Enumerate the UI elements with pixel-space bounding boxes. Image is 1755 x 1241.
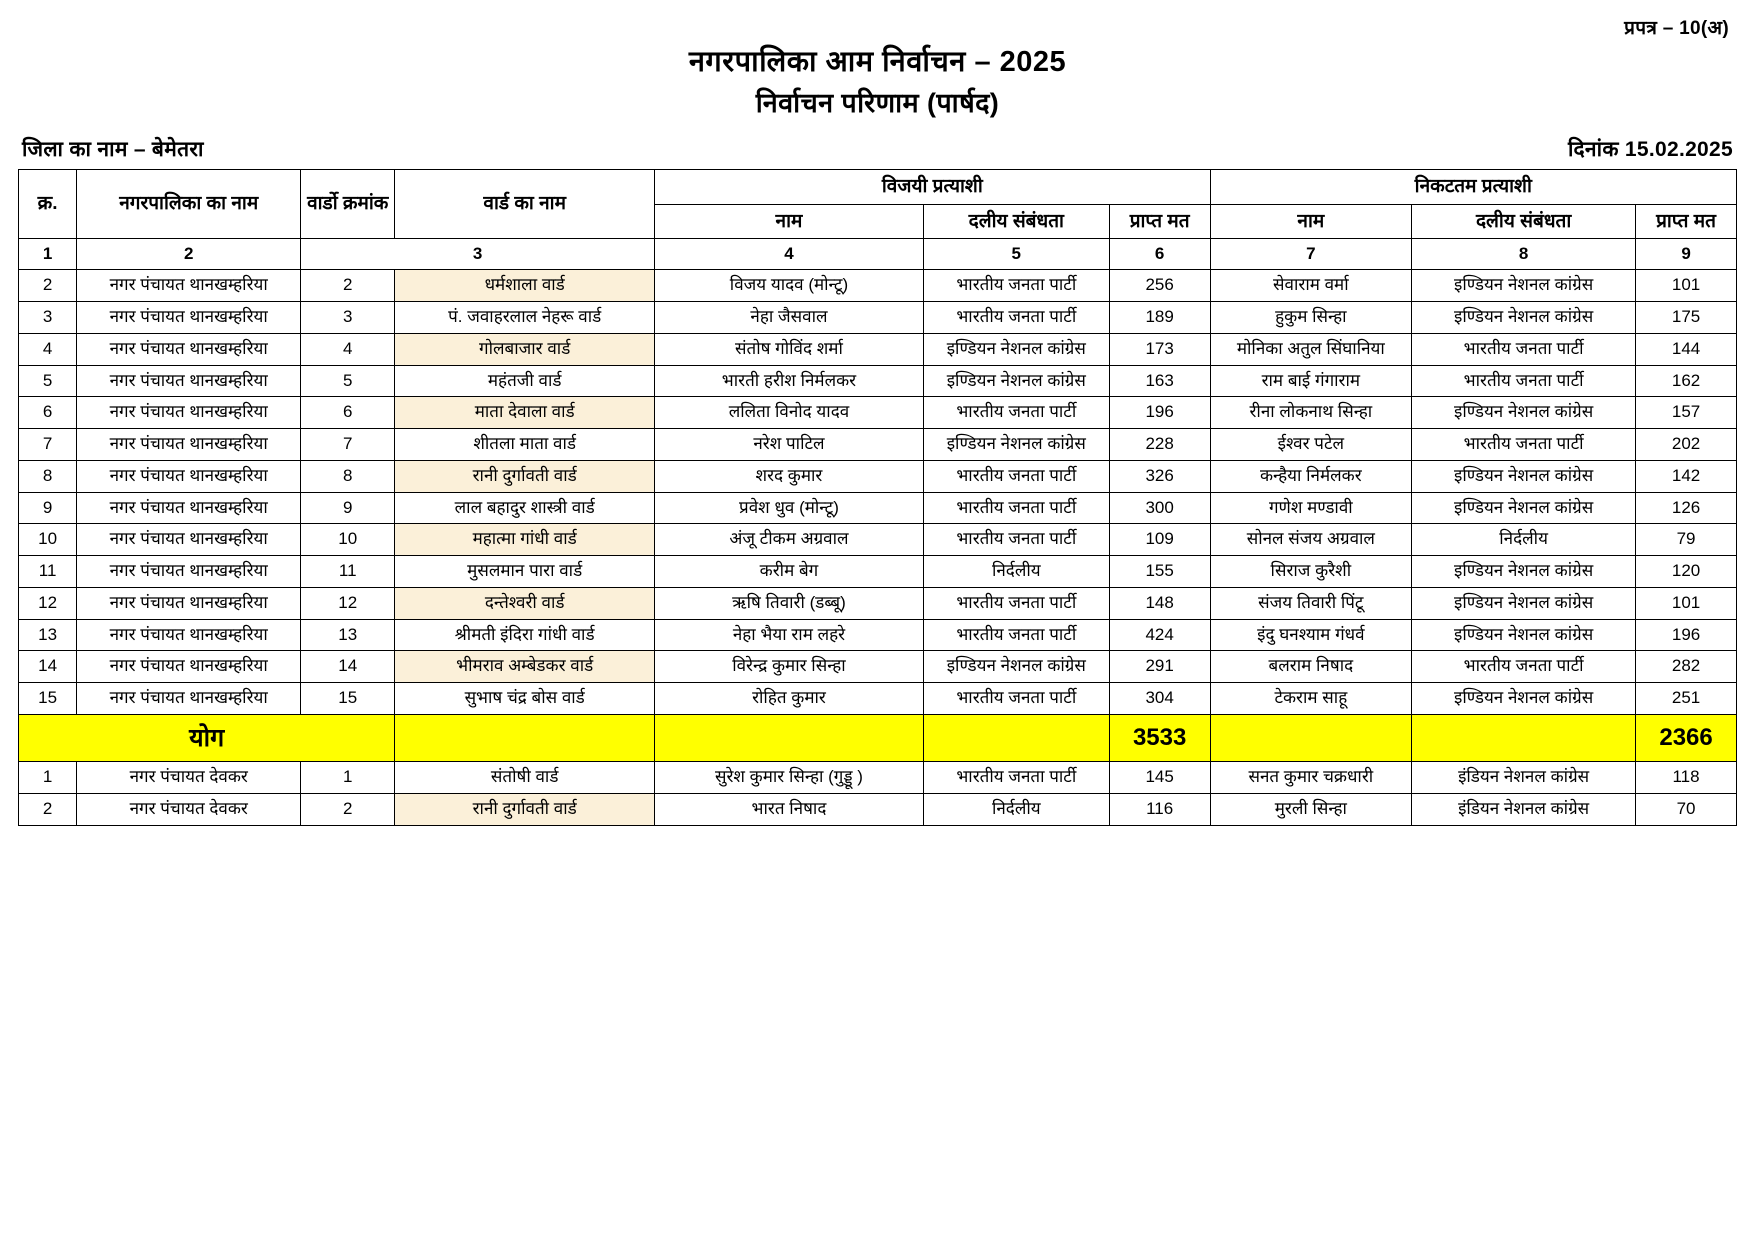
cell-municipality: नगर पंचायत थानखम्हरिया — [77, 397, 301, 429]
cell-ward-name: महंतजी वार्ड — [395, 365, 655, 397]
cell-ward-no: 5 — [301, 365, 395, 397]
cell-municipality: नगर पंचायत थानखम्हरिया — [77, 619, 301, 651]
cell-runner-name: मोनिका अतुल सिंघानिया — [1210, 333, 1412, 365]
table-row — [19, 682, 1737, 714]
cell-runner-party: भारतीय जनता पार्टी — [1412, 333, 1636, 365]
page-subtitle: निर्वाचन परिणाम (पार्षद) — [755, 88, 1000, 119]
cell-runner-votes: 120 — [1636, 556, 1737, 588]
col-num: 5 — [923, 238, 1109, 270]
blank-runner-name — [1210, 714, 1412, 762]
blank-ward — [395, 714, 655, 762]
header-municipality: नगरपालिका का नाम — [77, 170, 301, 238]
col-num: 4 — [655, 238, 924, 270]
cell-runner-name: गणेश मण्डावी — [1210, 492, 1412, 524]
cell-ward-name: संतोषी वार्ड — [395, 762, 655, 794]
cell-runner-name: हुकुम सिन्हा — [1210, 302, 1412, 334]
cell-sno: 6 — [19, 397, 77, 429]
header-runner-name: नाम — [1210, 204, 1412, 238]
table-row — [19, 587, 1737, 619]
cell-winner-votes: 228 — [1109, 429, 1210, 461]
title-block — [18, 44, 1737, 121]
cell-runner-votes: 175 — [1636, 302, 1737, 334]
date-block — [1568, 135, 1733, 163]
cell-winner-votes: 173 — [1109, 333, 1210, 365]
cell-sno: 1 — [19, 762, 77, 794]
cell-sno: 9 — [19, 492, 77, 524]
cell-ward-name: धर्मशाला वार्ड — [395, 270, 655, 302]
col-num: 2 — [77, 238, 301, 270]
cell-runner-name: रीना लोकनाथ सिन्हा — [1210, 397, 1412, 429]
cell-ward-no: 8 — [301, 460, 395, 492]
col-num: 9 — [1636, 238, 1737, 270]
cell-runner-name: इंदु घनश्याम गंधर्व — [1210, 619, 1412, 651]
cell-ward-no: 14 — [301, 651, 395, 683]
cell-runner-party: इण्डियन नेशनल कांग्रेस — [1412, 587, 1636, 619]
cell-winner-party: भारतीय जनता पार्टी — [923, 762, 1109, 794]
cell-runner-party: इण्डियन नेशनल कांग्रेस — [1412, 682, 1636, 714]
meta-row — [22, 135, 1733, 163]
cell-winner-votes: 155 — [1109, 556, 1210, 588]
cell-ward-name: श्रीमती इंदिरा गांधी वार्ड — [395, 619, 655, 651]
cell-winner-name: विजय यादव (मोन्टू) — [655, 270, 924, 302]
cell-winner-party: भारतीय जनता पार्टी — [923, 682, 1109, 714]
cell-runner-name: राम बाई गंगाराम — [1210, 365, 1412, 397]
cell-ward-no: 10 — [301, 524, 395, 556]
cell-ward-name: पं. जवाहरलाल नेहरू वार्ड — [395, 302, 655, 334]
cell-winner-party: भारतीय जनता पार्टी — [923, 270, 1109, 302]
cell-ward-name: रानी दुर्गावती वार्ड — [395, 793, 655, 825]
cell-sno: 10 — [19, 524, 77, 556]
cell-runner-party: इण्डियन नेशनल कांग्रेस — [1412, 302, 1636, 334]
cell-winner-party: इण्डियन नेशनल कांग्रेस — [923, 365, 1109, 397]
cell-ward-name: शीतला माता वार्ड — [395, 429, 655, 461]
header-winner-name: नाम — [655, 204, 924, 238]
header-winner-party: दलीय संबंधता — [923, 204, 1109, 238]
cell-winner-name: प्रवेश धुव (मोन्टू) — [655, 492, 924, 524]
cell-ward-name: दन्तेश्वरी वार्ड — [395, 587, 655, 619]
cell-sno: 8 — [19, 460, 77, 492]
header-group-winner: विजयी प्रत्याशी — [655, 170, 1210, 204]
cell-ward-name: रानी दुर्गावती वार्ड — [395, 460, 655, 492]
cell-runner-votes: 101 — [1636, 587, 1737, 619]
table-row — [19, 460, 1737, 492]
cell-winner-votes: 256 — [1109, 270, 1210, 302]
cell-ward-no: 6 — [301, 397, 395, 429]
cell-runner-name: ईश्वर पटेल — [1210, 429, 1412, 461]
header-group-runner-up: निकटतम प्रत्याशी — [1210, 170, 1736, 204]
cell-winner-votes: 116 — [1109, 793, 1210, 825]
cell-winner-votes: 109 — [1109, 524, 1210, 556]
blank-winner-name — [655, 714, 924, 762]
cell-ward-name: मुसलमान पारा वार्ड — [395, 556, 655, 588]
cell-ward-name: महात्मा गांधी वार्ड — [395, 524, 655, 556]
cell-winner-name: संतोष गोविंद शर्मा — [655, 333, 924, 365]
cell-sno: 5 — [19, 365, 77, 397]
cell-runner-name: बलराम निषाद — [1210, 651, 1412, 683]
cell-winner-name: विरेन्द्र कुमार सिन्हा — [655, 651, 924, 683]
cell-ward-no: 13 — [301, 619, 395, 651]
cell-winner-votes: 189 — [1109, 302, 1210, 334]
table-row — [19, 429, 1737, 461]
date-label: दिनांक — [1568, 138, 1619, 162]
cell-sno: 2 — [19, 270, 77, 302]
cell-winner-votes: 196 — [1109, 397, 1210, 429]
cell-winner-votes: 148 — [1109, 587, 1210, 619]
blank-runner-party — [1412, 714, 1636, 762]
cell-municipality: नगर पंचायत थानखम्हरिया — [77, 333, 301, 365]
cell-runner-party: इंडियन नेशनल कांग्रेस — [1412, 793, 1636, 825]
table-row — [19, 651, 1737, 683]
header-ward-name: वार्ड का नाम — [395, 170, 655, 238]
cell-winner-party: भारतीय जनता पार्टी — [923, 524, 1109, 556]
table-row — [19, 556, 1737, 588]
cell-winner-votes: 304 — [1109, 682, 1210, 714]
col-num: 3 — [301, 238, 655, 270]
cell-runner-votes: 79 — [1636, 524, 1737, 556]
cell-winner-votes: 291 — [1109, 651, 1210, 683]
header-ward-no: वार्डो क्रमांक — [301, 170, 395, 238]
cell-municipality: नगर पंचायत थानखम्हरिया — [77, 492, 301, 524]
cell-runner-party: इण्डियन नेशनल कांग्रेस — [1412, 556, 1636, 588]
cell-winner-party: भारतीय जनता पार्टी — [923, 619, 1109, 651]
column-number-row — [19, 238, 1737, 270]
table-row — [19, 397, 1737, 429]
cell-runner-votes: 202 — [1636, 429, 1737, 461]
cell-ward-no: 11 — [301, 556, 395, 588]
cell-winner-party: भारतीय जनता पार्टी — [923, 397, 1109, 429]
cell-ward-name: भीमराव अम्बेडकर वार्ड — [395, 651, 655, 683]
cell-sno: 14 — [19, 651, 77, 683]
election-results-table — [18, 169, 1737, 825]
cell-winner-party: इण्डियन नेशनल कांग्रेस — [923, 429, 1109, 461]
cell-runner-name: सोनल संजय अग्रवाल — [1210, 524, 1412, 556]
cell-winner-party: भारतीय जनता पार्टी — [923, 302, 1109, 334]
cell-ward-no: 9 — [301, 492, 395, 524]
cell-runner-party: इंडियन नेशनल कांग्रेस — [1412, 762, 1636, 794]
cell-runner-votes: 157 — [1636, 397, 1737, 429]
cell-runner-votes: 101 — [1636, 270, 1737, 302]
header-runner-party: दलीय संबंधता — [1412, 204, 1636, 238]
cell-ward-name: सुभाष चंद्र बोस वार्ड — [395, 682, 655, 714]
header-winner-votes: प्राप्त मत — [1109, 204, 1210, 238]
table-row — [19, 762, 1737, 794]
cell-runner-party: निर्दलीय — [1412, 524, 1636, 556]
table-row — [19, 492, 1737, 524]
cell-runner-name: सेवाराम वर्मा — [1210, 270, 1412, 302]
cell-sno: 3 — [19, 302, 77, 334]
cell-ward-no: 4 — [301, 333, 395, 365]
cell-winner-votes: 145 — [1109, 762, 1210, 794]
cell-winner-name: सुरेश कुमार सिन्हा (गुड्डू ) — [655, 762, 924, 794]
cell-runner-votes: 282 — [1636, 651, 1737, 683]
cell-runner-party: भारतीय जनता पार्टी — [1412, 365, 1636, 397]
cell-runner-votes: 142 — [1636, 460, 1737, 492]
cell-winner-votes: 163 — [1109, 365, 1210, 397]
table-row — [19, 302, 1737, 334]
cell-ward-no: 1 — [301, 762, 395, 794]
table-row — [19, 365, 1737, 397]
cell-winner-name: शरद कुमार — [655, 460, 924, 492]
cell-winner-party: निर्दलीय — [923, 793, 1109, 825]
cell-runner-votes: 144 — [1636, 333, 1737, 365]
table-row — [19, 270, 1737, 302]
cell-municipality: नगर पंचायत थानखम्हरिया — [77, 556, 301, 588]
cell-runner-votes: 118 — [1636, 762, 1737, 794]
cell-sno: 15 — [19, 682, 77, 714]
cell-ward-no: 2 — [301, 270, 395, 302]
cell-runner-name: टेकराम साहू — [1210, 682, 1412, 714]
cell-ward-name: लाल बहादुर शास्त्री वार्ड — [395, 492, 655, 524]
cell-winner-name: भारत निषाद — [655, 793, 924, 825]
cell-runner-votes: 162 — [1636, 365, 1737, 397]
cell-winner-name: नेहा भैया राम लहरे — [655, 619, 924, 651]
cell-runner-name: संजय तिवारी पिंटू — [1210, 587, 1412, 619]
total-winner-votes: 3533 — [1109, 714, 1210, 762]
page-title: नगरपालिका आम निर्वाचन – 2025 — [688, 46, 1067, 78]
table-head — [19, 170, 1737, 270]
table-body — [19, 270, 1737, 825]
table-row — [19, 793, 1737, 825]
blank-winner-party — [923, 714, 1109, 762]
cell-winner-name: करीम बेग — [655, 556, 924, 588]
cell-winner-name: रोहित कुमार — [655, 682, 924, 714]
cell-municipality: नगर पंचायत थानखम्हरिया — [77, 302, 301, 334]
cell-sno: 13 — [19, 619, 77, 651]
cell-winner-party: भारतीय जनता पार्टी — [923, 587, 1109, 619]
cell-winner-votes: 300 — [1109, 492, 1210, 524]
cell-municipality: नगर पंचायत थानखम्हरिया — [77, 682, 301, 714]
cell-winner-name: अंजू टीकम अग्रवाल — [655, 524, 924, 556]
cell-runner-votes: 126 — [1636, 492, 1737, 524]
cell-runner-party: भारतीय जनता पार्टी — [1412, 651, 1636, 683]
cell-ward-no: 12 — [301, 587, 395, 619]
cell-municipality: नगर पंचायत थानखम्हरिया — [77, 524, 301, 556]
col-num: 6 — [1109, 238, 1210, 270]
cell-runner-name: सिराज कुरैशी — [1210, 556, 1412, 588]
cell-winner-name: ऋषि तिवारी (डब्बू) — [655, 587, 924, 619]
cell-winner-party: निर्दलीय — [923, 556, 1109, 588]
cell-winner-party: भारतीय जनता पार्टी — [923, 460, 1109, 492]
cell-runner-party: इण्डियन नेशनल कांग्रेस — [1412, 619, 1636, 651]
cell-winner-name: ललिता विनोद यादव — [655, 397, 924, 429]
cell-runner-votes: 251 — [1636, 682, 1737, 714]
cell-sno: 12 — [19, 587, 77, 619]
cell-winner-votes: 424 — [1109, 619, 1210, 651]
table-row — [19, 333, 1737, 365]
cell-runner-name: सनत कुमार चक्रधारी — [1210, 762, 1412, 794]
total-row — [19, 714, 1737, 762]
total-label: योग — [19, 714, 395, 762]
cell-sno: 7 — [19, 429, 77, 461]
header-runner-votes: प्राप्त मत — [1636, 204, 1737, 238]
cell-municipality: नगर पंचायत थानखम्हरिया — [77, 460, 301, 492]
cell-runner-party: इण्डियन नेशनल कांग्रेस — [1412, 492, 1636, 524]
cell-municipality: नगर पंचायत थानखम्हरिया — [77, 651, 301, 683]
table-row — [19, 619, 1737, 651]
col-num: 7 — [1210, 238, 1412, 270]
date-value: 15.02.2025 — [1624, 138, 1733, 162]
cell-runner-votes: 70 — [1636, 793, 1737, 825]
cell-runner-party: इण्डियन नेशनल कांग्रेस — [1412, 460, 1636, 492]
cell-ward-name: गोलबाजार वार्ड — [395, 333, 655, 365]
cell-winner-name: भारती हरीश निर्मलकर — [655, 365, 924, 397]
cell-winner-name: नेहा जैसवाल — [655, 302, 924, 334]
table-row — [19, 524, 1737, 556]
cell-municipality: नगर पंचायत थानखम्हरिया — [77, 365, 301, 397]
cell-ward-no: 3 — [301, 302, 395, 334]
cell-municipality: नगर पंचायत थानखम्हरिया — [77, 270, 301, 302]
cell-municipality: नगर पंचायत थानखम्हरिया — [77, 587, 301, 619]
cell-sno: 2 — [19, 793, 77, 825]
cell-winner-votes: 326 — [1109, 460, 1210, 492]
cell-municipality: नगर पंचायत थानखम्हरिया — [77, 429, 301, 461]
cell-municipality: नगर पंचायत देवकर — [77, 762, 301, 794]
cell-ward-no: 7 — [301, 429, 395, 461]
cell-sno: 4 — [19, 333, 77, 365]
cell-runner-votes: 196 — [1636, 619, 1737, 651]
cell-runner-party: इण्डियन नेशनल कांग्रेस — [1412, 397, 1636, 429]
total-runner-votes: 2366 — [1636, 714, 1737, 762]
cell-municipality: नगर पंचायत देवकर — [77, 793, 301, 825]
form-code-label: प्रपत्र – 10(अ) — [1624, 18, 1729, 39]
district-label: जिला का नाम – बेमेतरा — [22, 138, 204, 162]
cell-runner-party: इण्डियन नेशनल कांग्रेस — [1412, 270, 1636, 302]
cell-runner-name: मुरली सिन्हा — [1210, 793, 1412, 825]
header-row-group — [19, 170, 1737, 204]
cell-runner-name: कन्हैया निर्मलकर — [1210, 460, 1412, 492]
cell-ward-no: 2 — [301, 793, 395, 825]
cell-winner-party: इण्डियन नेशनल कांग्रेस — [923, 333, 1109, 365]
cell-sno: 11 — [19, 556, 77, 588]
cell-winner-name: नरेश पाटिल — [655, 429, 924, 461]
cell-winner-party: इण्डियन नेशनल कांग्रेस — [923, 651, 1109, 683]
cell-runner-party: भारतीय जनता पार्टी — [1412, 429, 1636, 461]
cell-winner-party: भारतीय जनता पार्टी — [923, 492, 1109, 524]
col-num: 8 — [1412, 238, 1636, 270]
col-num: 1 — [19, 238, 77, 270]
cell-ward-no: 15 — [301, 682, 395, 714]
header-sno: क्र. — [19, 170, 77, 238]
cell-ward-name: माता देवाला वार्ड — [395, 397, 655, 429]
